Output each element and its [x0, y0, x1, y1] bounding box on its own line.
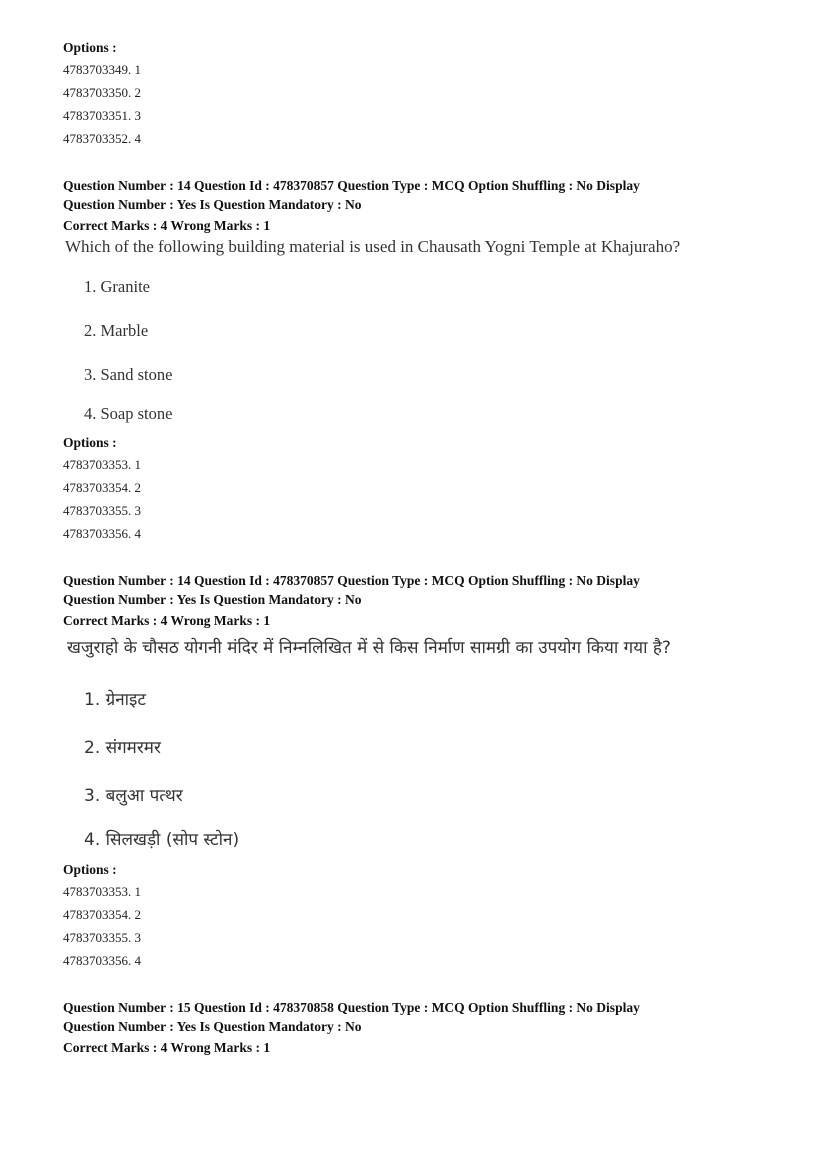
answer-choice: 2. Marble	[84, 321, 149, 340]
option-id: 4783703353. 1	[63, 884, 141, 899]
options-label: Options :	[63, 862, 117, 877]
option-id: 4783703350. 2	[63, 85, 141, 100]
marks-line: Correct Marks : 4 Wrong Marks : 1	[63, 613, 271, 628]
option-id: 4783703355. 3	[63, 930, 141, 945]
question-block	[63, 998, 783, 1057]
marks-line: Correct Marks : 4 Wrong Marks : 1	[63, 1040, 271, 1055]
question-block	[63, 571, 783, 972]
question-meta-line: Question Number : Yes Is Question Mandatory : No	[63, 197, 362, 212]
marks-line: Correct Marks : 4 Wrong Marks : 1	[63, 218, 271, 233]
question-text: Which of the following building material is used in Chausath Yogni Temple at Khajuraho?	[65, 237, 681, 256]
answer-choice: 4. Soap stone	[84, 404, 173, 423]
question-block	[63, 176, 783, 545]
options-block	[63, 38, 783, 150]
option-id: 4783703354. 2	[63, 480, 141, 495]
question-text: खजुराहो के चौसठ योगनी मंदिर में निम्नलिखित में से किस निर्माण सामग्री का उपयोग किया गया है?	[67, 638, 671, 658]
option-id: 4783703356. 4	[63, 526, 141, 541]
option-id: 4783703349. 1	[63, 62, 141, 77]
option-id: 4783703355. 3	[63, 503, 141, 518]
question-meta-line: Question Number : 15 Question Id : 478370858 Question Type : MCQ Option Shuffling : No Display	[63, 1000, 640, 1015]
option-id: 4783703353. 1	[63, 457, 141, 472]
answer-choice: 3. Sand stone	[84, 365, 173, 384]
option-id: 4783703352. 4	[63, 131, 141, 146]
answer-choice: 3. बलुआ पत्थर	[84, 786, 183, 806]
option-id: 4783703356. 4	[63, 953, 141, 968]
answer-choice: 2. संगमरमर	[84, 738, 161, 758]
question-meta-line: Question Number : Yes Is Question Mandatory : No	[63, 1019, 362, 1034]
option-id: 4783703354. 2	[63, 907, 141, 922]
question-meta-line: Question Number : 14 Question Id : 478370857 Question Type : MCQ Option Shuffling : No Display	[63, 573, 640, 588]
answer-choice: 1. Granite	[84, 277, 150, 296]
question-meta-line: Question Number : 14 Question Id : 478370857 Question Type : MCQ Option Shuffling : No Display	[63, 178, 640, 193]
options-label: Options :	[63, 435, 117, 450]
question-meta-line: Question Number : Yes Is Question Mandatory : No	[63, 592, 362, 607]
options-label: Options :	[63, 40, 117, 55]
document-page	[63, 38, 783, 1057]
option-id: 4783703351. 3	[63, 108, 141, 123]
answer-choice: 1. ग्रेनाइट	[84, 690, 146, 710]
answer-choice: 4. सिलखड़ी (सोप स्टोन)	[84, 830, 240, 850]
